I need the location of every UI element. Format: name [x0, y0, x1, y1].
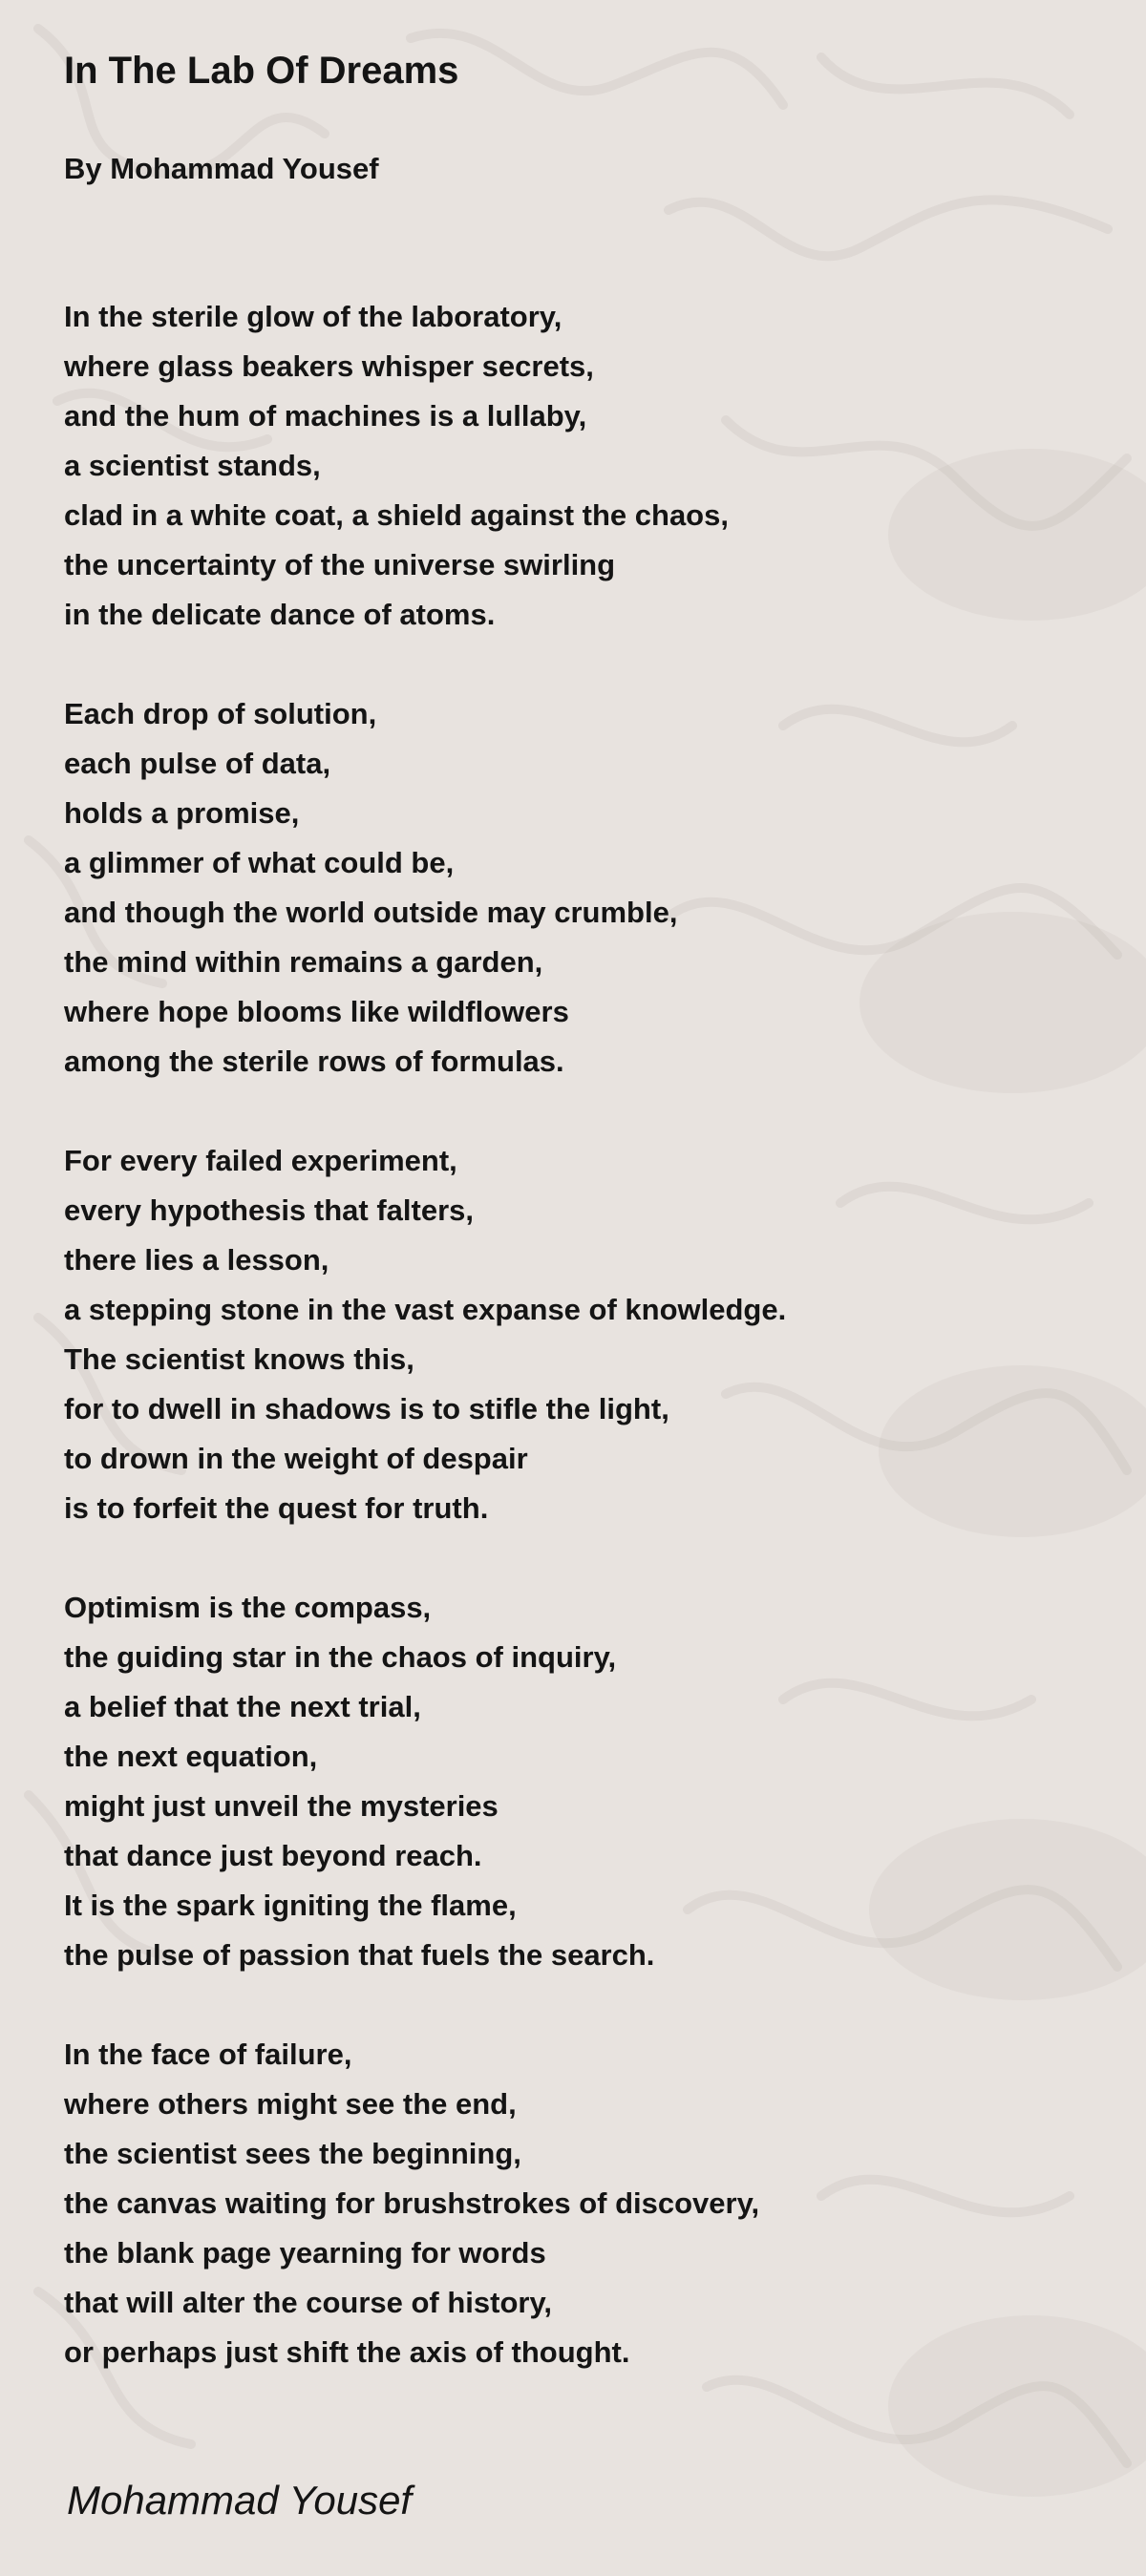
poem-line: Each drop of solution,: [64, 697, 377, 730]
poem-line: the pulse of passion that fuels the search.: [64, 1938, 655, 1972]
poem-line: for to dwell in shadows is to stifle the light,: [64, 1392, 669, 1425]
poem-line: every hypothesis that falters,: [64, 1193, 474, 1227]
poem-line: a belief that the next trial,: [64, 1690, 421, 1723]
poem-line: a stepping stone in the vast expanse of knowledge.: [64, 1293, 787, 1326]
poem-line: to drown in the weight of despair: [64, 1442, 528, 1475]
poem-line: holds a promise,: [64, 796, 300, 830]
poem-line: in the delicate dance of atoms.: [64, 598, 496, 631]
stanza-3: [64, 1136, 786, 1533]
poem-line: where others might see the end,: [64, 2087, 517, 2121]
poem-line: where hope blooms like wildflowers: [64, 995, 569, 1028]
poem-line: there lies a lesson,: [64, 1243, 329, 1277]
poem-line: clad in a white coat, a shield against the chaos,: [64, 498, 729, 532]
author-signature: Mohammad Yousef: [67, 2478, 413, 2523]
poem-line: the next equation,: [64, 1740, 318, 1773]
poem-line: a scientist stands,: [64, 449, 321, 482]
stanza-5: [64, 2030, 786, 2377]
poem-line: In the sterile glow of the laboratory,: [64, 300, 562, 333]
poem-line: among the sterile rows of formulas.: [64, 1045, 564, 1078]
stanza-4: [64, 1583, 786, 1980]
poem-line: or perhaps just shift the axis of thought.: [64, 2335, 630, 2369]
stanza-2: [64, 689, 786, 1087]
poem-title: In The Lab Of Dreams: [64, 50, 459, 92]
stanza-1: [64, 292, 786, 640]
poem-line: that will alter the course of history,: [64, 2286, 553, 2319]
poem-line: the canvas waiting for brushstrokes of discovery,: [64, 2186, 760, 2220]
poem-line: and the hum of machines is a lullaby,: [64, 399, 587, 433]
poem-line: is to forfeit the quest for truth.: [64, 1491, 489, 1525]
poem-line: In the face of failure,: [64, 2038, 352, 2071]
poem-line: that dance just beyond reach.: [64, 1839, 482, 1872]
poem-body: [64, 292, 786, 2427]
poem-line: The scientist knows this,: [64, 1342, 414, 1376]
poem-line: might just unveil the mysteries: [64, 1789, 499, 1823]
poem-line: the blank page yearning for words: [64, 2236, 546, 2270]
poem-line: where glass beakers whisper secrets,: [64, 349, 594, 383]
poem-line: It is the spark igniting the flame,: [64, 1889, 517, 1922]
poem-line: Optimism is the compass,: [64, 1591, 432, 1624]
poem-line: the guiding star in the chaos of inquiry,: [64, 1640, 617, 1674]
poem-line: For every failed experiment,: [64, 1144, 457, 1177]
poem-line: the scientist sees the beginning,: [64, 2137, 521, 2170]
poem-line: each pulse of data,: [64, 747, 331, 780]
poem-line: and though the world outside may crumble,: [64, 896, 678, 929]
poem-line: a glimmer of what could be,: [64, 846, 455, 879]
poem-line: the uncertainty of the universe swirling: [64, 548, 616, 581]
poem-line: the mind within remains a garden,: [64, 945, 543, 979]
poem-byline: By Mohammad Yousef: [64, 152, 379, 185]
